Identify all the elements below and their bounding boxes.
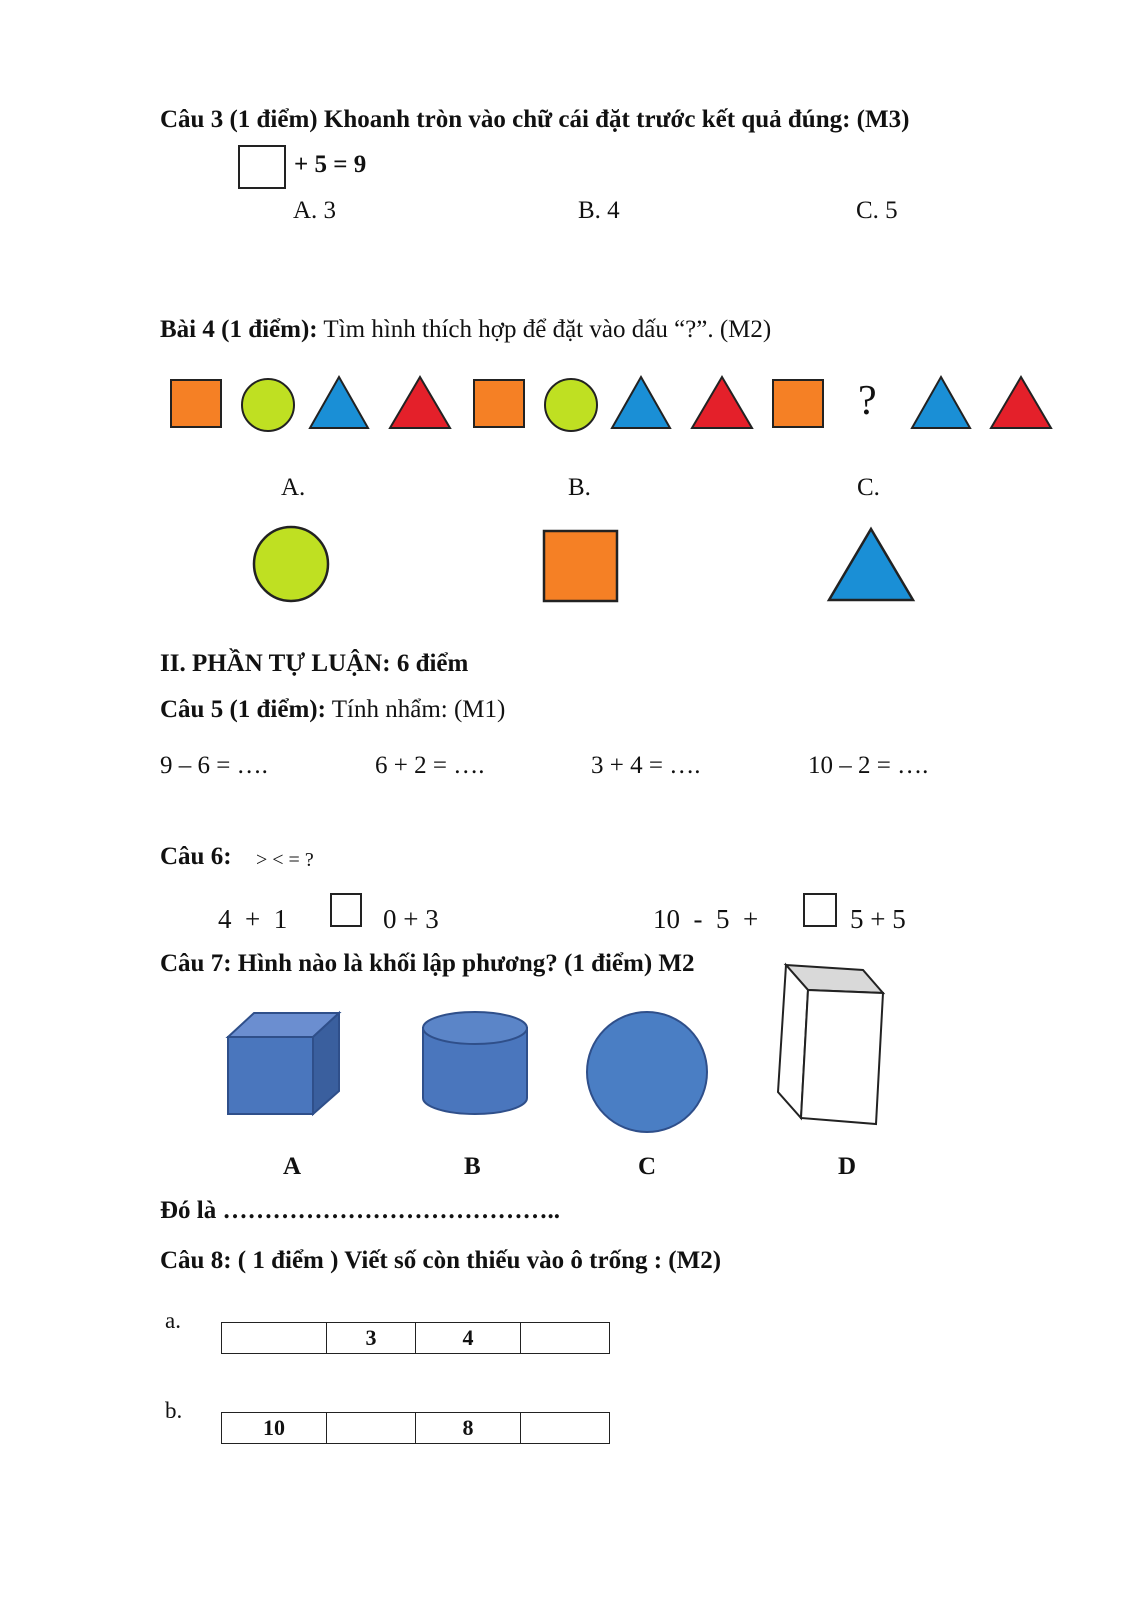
section-2-title: II. PHẦN TỰ LUẬN: 6 điểm — [160, 650, 469, 677]
q8-a-cell-1[interactable] — [222, 1323, 327, 1354]
q7-label-c[interactable]: C — [638, 1153, 657, 1180]
q4-option-shapes — [0, 520, 1140, 620]
q4-option-b-label[interactable]: B. — [568, 474, 591, 501]
q3-answer-box[interactable] — [238, 145, 286, 189]
q6-right-b: 5 + 5 — [850, 904, 906, 934]
q5-title — [160, 696, 505, 724]
q6-left-b: 10 - 5 + — [653, 904, 759, 934]
q7-label-d[interactable]: D — [838, 1153, 857, 1180]
square-shape — [474, 380, 524, 427]
q6-compare-box-b[interactable] — [803, 893, 837, 927]
q8-b-cell-3: 8 — [416, 1413, 521, 1444]
shape-c-sphere — [587, 1012, 707, 1132]
q3-title: Câu 3 (1 điểm) Khoanh tròn vào chữ cái đặt trước kết quả đúng: (M3) — [160, 106, 910, 133]
q6-title: Câu 6: — [160, 843, 232, 870]
triangle-shape-blue — [912, 377, 970, 428]
q7-title: Câu 7: Hình nào là khối lập phương? (1 điểm) M2 — [160, 950, 695, 977]
option-a-circle — [254, 527, 328, 601]
q7-label-b[interactable]: B — [464, 1153, 481, 1180]
q5-item-2[interactable]: 6 + 2 = …. — [375, 752, 485, 779]
q7-answer-line[interactable]: Đó là ………………………………….. — [160, 1197, 560, 1224]
option-c-triangle — [829, 529, 913, 600]
q8-a-cell-2: 3 — [327, 1323, 416, 1354]
shape-a-cube — [228, 1013, 339, 1114]
shape-b-cylinder — [423, 1012, 527, 1114]
triangle-shape-red — [390, 377, 450, 428]
q3-option-b[interactable]: B. 4 — [578, 197, 620, 224]
q3-option-c[interactable]: C. 5 — [856, 197, 898, 224]
q6-right-a: 0 + 3 — [383, 904, 439, 934]
q8-b-cell-1: 10 — [222, 1413, 327, 1444]
q4-option-c-label[interactable]: C. — [857, 474, 880, 501]
q7-solid-shapes — [0, 955, 1140, 1155]
circle-shape — [545, 379, 597, 431]
shape-d-prism — [778, 965, 883, 1124]
q6-symbols: > < = ? — [256, 849, 314, 871]
q8-b-cell-4[interactable] — [521, 1413, 610, 1444]
q8-a-cell-3: 4 — [416, 1323, 521, 1354]
q8-a-cell-4[interactable] — [521, 1323, 610, 1354]
triangle-shape-blue — [310, 377, 368, 428]
q3-equation: + 5 = 9 — [294, 151, 367, 178]
q4-title — [160, 316, 771, 344]
triangle-shape-red — [692, 377, 752, 428]
triangle-shape-red — [991, 377, 1051, 428]
q6-compare-box-a[interactable] — [330, 893, 362, 927]
q8-row-a-label: a. — [165, 1308, 181, 1333]
q4-option-a-label[interactable]: A. — [281, 474, 306, 501]
q8-row-b-label: b. — [165, 1398, 183, 1423]
q5-item-1[interactable]: 9 – 6 = …. — [160, 752, 268, 779]
triangle-shape-blue — [612, 377, 670, 428]
q8-title: Câu 8: ( 1 điểm ) Viết số còn thiếu vào ô trống : (M2) — [160, 1247, 722, 1274]
q4-title-rest: Tìm hình thích hợp để đặt vào dấu “?”. (M2) — [317, 316, 772, 343]
q5-title-rest: Tính nhẩm: (M1) — [325, 696, 506, 723]
q5-item-4[interactable]: 10 – 2 = …. — [808, 752, 929, 779]
q5-item-3[interactable]: 3 + 4 = …. — [591, 752, 701, 779]
q4-shape-sequence — [0, 365, 1140, 465]
q3-option-a[interactable]: A. 3 — [293, 197, 337, 224]
q8-row-b-table — [221, 1412, 610, 1444]
square-shape — [171, 380, 221, 427]
option-b-square — [544, 531, 617, 601]
q8-row-a-table — [221, 1322, 610, 1354]
q8-b-cell-2[interactable] — [327, 1413, 416, 1444]
square-shape — [773, 380, 823, 427]
q7-label-a[interactable]: A — [283, 1153, 302, 1180]
q5-title-bold: Câu 5 (1 điểm): — [160, 696, 326, 723]
q4-title-bold: Bài 4 (1 điểm): — [160, 316, 318, 343]
q6-left-a: 4 + 1 — [218, 904, 288, 934]
circle-shape — [242, 379, 294, 431]
q4-question-mark: ? — [858, 378, 877, 424]
